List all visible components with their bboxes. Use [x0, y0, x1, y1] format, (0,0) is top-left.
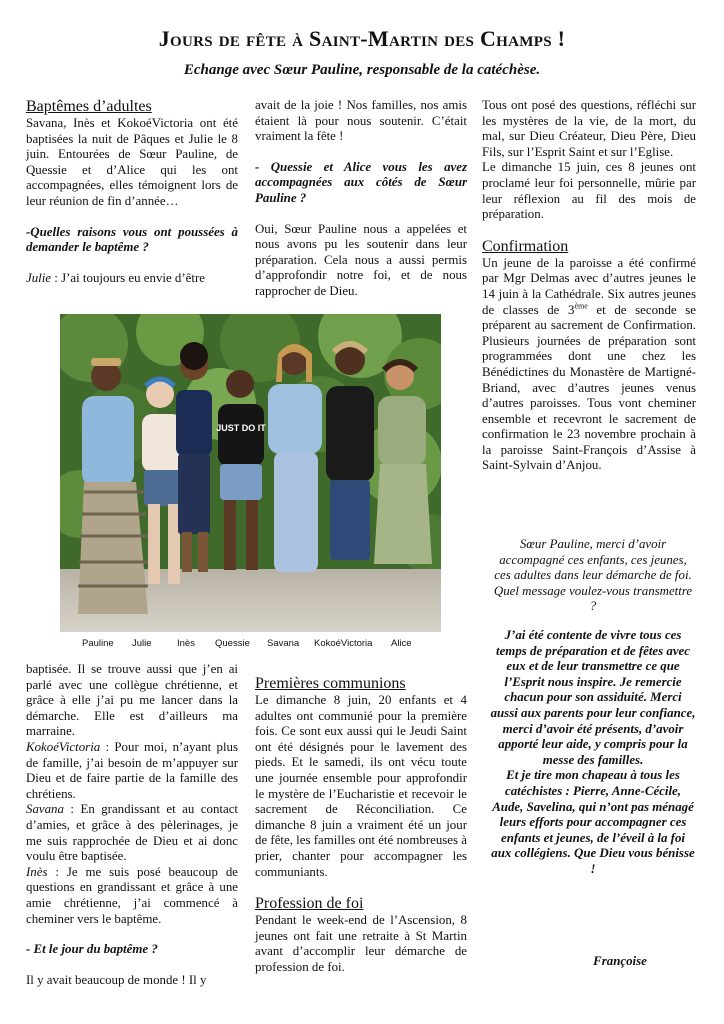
- paragraph: Le dimanche 8 juin, 20 enfants et 4 adultes ont communié pour la première fois. Ce sont eux aussi qui le Jeudi Saint ont été désignés pour le lavement des pieds. Et le samedi, ils ont vécu toute une journée ensemble pour approfondir le mystère de l’Eucharistie et recevoir le sacrement de Réconciliation. Ce dimanche 8 juin a vraiment été un jour de fête, les familles ont été nombreuses à prier, chanter pour accompagner les communiants.: [255, 693, 467, 879]
- paragraph: Pendant le week-end de l’Ascension, 8 jeunes ont fait une retraite à St Martin avant d’accomplir leur démarche de profession de foi.: [255, 913, 467, 974]
- caption-name: Alice: [391, 638, 412, 649]
- speaker-text: : Je me suis posé beaucoup de questions en grandissant et grâce à une amie chrétienne, j’ai commencé à cheminer vers le baptême.: [26, 864, 238, 926]
- group-photo: [60, 314, 441, 632]
- paragraph: Savana, Inès et KokoéVictoria ont été baptisées la nuit de Pâques et Julie le 8 juin. Entourées de Sœur Pauline, de Quessie et d’Alice qui les ont accompagnées, elles témoignent lors de leur réunion de fin d’année…: [26, 116, 238, 208]
- photo-caption: [60, 638, 441, 654]
- section-heading-communions: Premières communions: [255, 675, 406, 692]
- paragraph: avait de la joie ! Nos familles, nos amis étaient là pour nous soutenir. C’était vraiment la fête !: [255, 98, 467, 144]
- paragraph: [26, 271, 238, 287]
- answer: Et je tire mon chapeau à tous les catéchistes : Pierre, Anne-Cécile, Aude, Savelina, qui n’ont pas ménagé leurs efforts pour accompagner ces enfants et jeunes, de l’éveil à la foi aux collégiens. Que Dieu vous bénisse !: [491, 768, 695, 876]
- caption-name: Julie: [132, 638, 152, 649]
- question: - Et le jour du baptême ?: [26, 942, 158, 957]
- superscript: ème: [574, 301, 588, 311]
- paragraph: Oui, Sœur Pauline nous a appelées et nous avons pu les soutenir dans leur préparation. Cela nous a aussi permis d’approfondir notre foi, et de nous rapprocher de Dieu.: [255, 221, 467, 298]
- closing-answer-block: [490, 628, 696, 878]
- page-title: Jours de fête à Saint-Martin des Champs !: [158, 26, 566, 51]
- caption-name: Quessie: [215, 638, 250, 649]
- caption-name: Pauline: [82, 638, 114, 649]
- question: Sœur Pauline, merci d’avoir accompagné ces enfants, ces jeunes, ces adultes dans leur démarche de foi. Quel message voulez-vous transmettre ?: [493, 537, 693, 614]
- column-1-lower: [26, 662, 238, 988]
- text-part: et de seconde se préparent au sacrement de Confirmation. Plusieurs journées de préparation sont programmées dont une chez les Bénédictines du Monastère de Martigné-Briand, avec d’autres jeunes venus d’autres paroisses. Tous vont cheminer ensemble et recevront le sacrement de confirmation le 23 novembre prochain à la paroisse Saint-François d’Assise à Saint-Sylvain d’Anjou.: [482, 302, 696, 473]
- signature: Françoise: [593, 954, 647, 968]
- paragraph: Il y avait beaucoup de monde ! Il y: [26, 972, 207, 987]
- column-1-upper: [26, 98, 238, 286]
- paragraph: [26, 740, 238, 802]
- section-heading-bapteme: Baptêmes d’adultes: [26, 98, 152, 115]
- question: -Quelles raisons vous ont poussées à demander le baptême ?: [26, 224, 238, 255]
- speaker-text: : En grandissant et au contact d’amies, et grâce à des pèlerinages, je me suis rapprochée de Dieu et ai donc voulu être baptisée.: [26, 802, 238, 864]
- paragraph: [482, 256, 696, 474]
- answer: J’ai été contente de vivre tous ces temps de préparation et de fêtes avec eux et de leur transmettre ce que l’Esprit nous inspire. Je remercie chacun pour son assiduité. Merci aussi aux parents pour leur confiance, merci d’avoir été présents, d’avoir apporté leur aide, y compris pour la messe des familles.: [490, 628, 696, 767]
- closing-question-block: [490, 537, 696, 615]
- column-2-upper: [255, 98, 467, 300]
- speaker-text: : J’ai toujours eu envie d’être: [51, 270, 205, 285]
- speaker-text: : Pour moi, n’ayant plus de famille, j’ai besoin de m’appuyer sur Dieu et de faire partie de la famille des chrétiens.: [26, 739, 238, 801]
- speaker-name: Julie: [26, 270, 52, 285]
- shirt-slogan: JUST DO IT: [216, 423, 266, 433]
- paragraph: baptisée. Il se trouve aussi que j’en ai parlé avec une collègue chrétienne, et grâce à elle j’ai pu me lancer dans la démarche. Elle est d’ailleurs ma marraine.: [26, 662, 238, 739]
- section-heading-confirmation: Confirmation: [482, 237, 569, 255]
- speaker-name: Savana: [26, 802, 64, 817]
- speaker-name: Inès: [26, 864, 48, 879]
- question: - Quessie et Alice vous les avez accompagnées aux côtés de Sœur Pauline ?: [255, 159, 467, 205]
- text-part: Un jeune de la paroisse a été confirmé par Mgr Delmas avec d’autres jeunes le 14 juin à la Cathédrale. Six autres jeunes de classes de 3: [482, 255, 696, 317]
- speaker-name: KokoéVictoria: [26, 739, 101, 754]
- caption-name: Savana: [267, 638, 300, 649]
- paragraph: [26, 802, 238, 864]
- section-heading-profession: Profession de foi: [255, 895, 364, 913]
- paragraph: Le dimanche 15 juin, ces 8 jeunes ont proclamé leur foi personnelle, mûrie par leur réflexion au fil des mois de préparation.: [482, 160, 696, 222]
- caption-name: Inès: [177, 638, 195, 649]
- page-subtitle: Echange avec Sœur Pauline, responsable de la catéchèse.: [183, 62, 541, 78]
- paragraph: Tous ont posé des questions, réfléchi sur les mystères de la vie, de la mort, du mal, sur Dieu Créateur, Dieu Père, Dieu Fils, sur l’Esprit Saint et sur l’Eglise.: [482, 98, 696, 159]
- caption-name: KokoéVictoria: [314, 638, 373, 649]
- paragraph: [26, 865, 238, 927]
- column-2-lower: [255, 675, 467, 976]
- column-3: [482, 98, 696, 474]
